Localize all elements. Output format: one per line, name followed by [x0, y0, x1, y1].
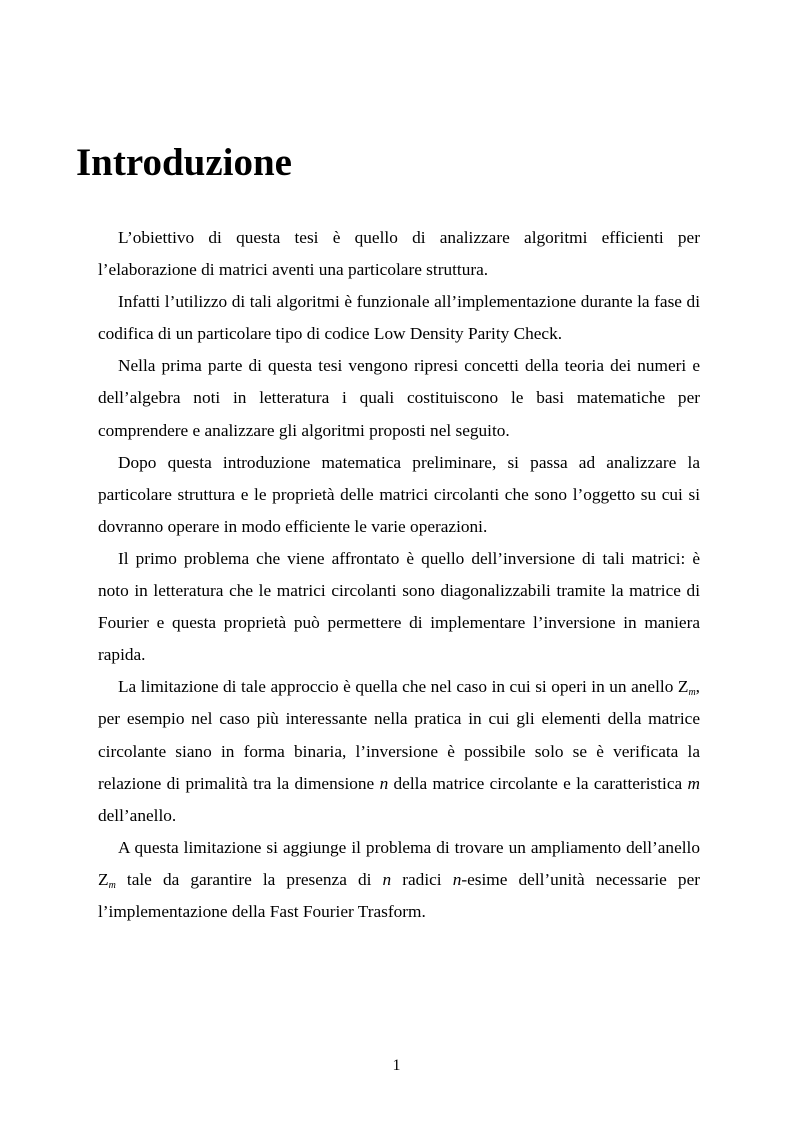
text-run: -esime dell’unità necessarie per l’implementazione della Fast Fourier Trasform.: [98, 869, 700, 921]
math-variable: n: [379, 773, 389, 793]
paragraph: [98, 671, 700, 831]
math-variable: n: [382, 869, 392, 889]
paragraph: Dopo questa introduzione matematica preliminare, si passa ad analizzare la particolare struttura e le proprietà delle matrici circolanti che sono l’oggetto su cui si dovranno operare in modo efficiente le varie operazioni.: [98, 452, 700, 536]
text-run: della matrice circolante e la caratteristica: [388, 773, 688, 793]
math-variable: n: [452, 869, 462, 889]
paragraph: Infatti l’utilizzo di tali algoritmi è funzionale all’implementazione durante la fase di codifica di un particolare tipo di codice Low Density Parity Check.: [98, 292, 700, 344]
paragraph: Il primo problema che viene affrontato è quello dell’inversione di tali matrici: è noto in letteratura che le matrici circolanti sono diagonalizzabili tramite la matrice di Fourier e questa proprietà può permettere di implementare l’inversione in maniera rapida.: [98, 548, 700, 665]
paragraph: [98, 832, 700, 928]
text-run: , per esempio nel caso più interessante nella pratica in cui gli elementi della matrice circolante siano in forma binaria, l’inversione è possibile solo se è verificata la relazione di primalità tra la dimensione: [98, 677, 700, 793]
text-run: dell’anello.: [98, 805, 177, 825]
subscript: m: [688, 687, 696, 699]
subscript: m: [108, 879, 116, 891]
text-run: radici: [391, 869, 453, 889]
text-run: La limitazione di tale approccio è quella che nel caso in cui si operi in un anello Z: [118, 677, 689, 697]
page-number: 1: [392, 1057, 401, 1074]
text-run: tale da garantire la presenza di: [115, 869, 383, 889]
paragraph: Nella prima parte di questa tesi vengono ripresi concetti della teoria dei numeri e dell’algebra noti in letteratura i quali costituiscono le basi matematiche per comprendere e analizzare gli algoritmi proposti nel seguito.: [98, 356, 700, 440]
text-run: A questa limitazione si aggiunge il problema di trovare un ampliamento dell’anello Z: [98, 837, 700, 889]
math-variable: m: [687, 773, 700, 793]
paragraph: L’obiettivo di questa tesi è quello di analizzare algoritmi efficienti per l’elaborazione di matrici aventi una particolare struttura.: [98, 228, 700, 280]
chapter-title: Introduzione: [76, 141, 292, 184]
body-text: [98, 222, 700, 928]
